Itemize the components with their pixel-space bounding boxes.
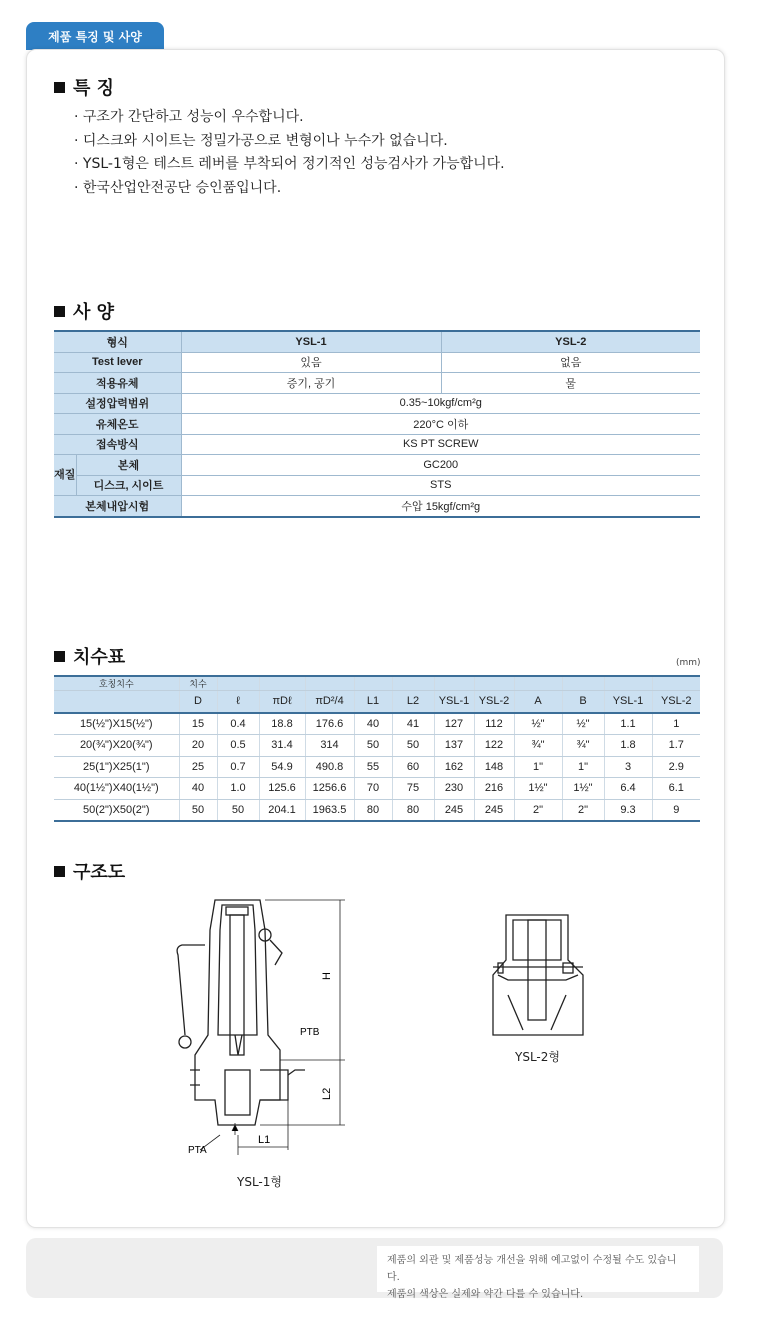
- table-row: [54, 735, 700, 757]
- feature-item: · YSL-1형은 테스트 레버를 부착되어 정기적인 성능검사가 가능합니다.: [74, 153, 505, 177]
- spec-material-label: 재질: [54, 455, 76, 496]
- header-cell: [392, 676, 434, 691]
- table-cell: 3: [604, 756, 652, 778]
- table-cell: 245: [474, 799, 514, 821]
- table-cell: 204.1: [259, 799, 305, 821]
- table-cell: 0.7: [217, 756, 259, 778]
- table-cell: 1½": [514, 778, 562, 800]
- table-cell: 50: [179, 799, 217, 821]
- spec-label: 본체내압시험: [54, 496, 181, 517]
- table-cell: 216: [474, 778, 514, 800]
- column-group-header: 치수: [179, 676, 217, 691]
- table-cell: 50: [217, 799, 259, 821]
- table-cell: 80: [354, 799, 392, 821]
- table-row: [54, 778, 700, 800]
- spec-header-ysl2: YSL-2: [441, 331, 700, 352]
- footer-note-line: 제품의 외관 및 제품성능 개선을 위해 예고없이 수정될 수도 있습니다.: [387, 1255, 677, 1283]
- dimensions-table: [54, 675, 700, 822]
- table-cell: 245: [434, 799, 474, 821]
- unit-label: (mm): [676, 658, 701, 668]
- table-row: [54, 713, 700, 735]
- spec-label: 적용유체: [54, 373, 181, 394]
- table-header-row: [54, 691, 700, 713]
- structure-heading: [54, 858, 125, 884]
- spec-header-ysl1: YSL-1: [181, 331, 441, 352]
- table-cell: 1½": [562, 778, 604, 800]
- table-cell: 314: [305, 735, 354, 757]
- footer-note: [377, 1246, 699, 1300]
- table-cell: 1963.5: [305, 799, 354, 821]
- dim-label-h: H: [321, 972, 333, 980]
- column-header: A: [514, 691, 562, 713]
- dimensions-title: 치수표: [73, 647, 126, 668]
- spec-label: 유체온도: [54, 414, 181, 435]
- table-cell: 127: [434, 713, 474, 735]
- header-cell: [604, 676, 652, 691]
- table-cell: 60: [392, 756, 434, 778]
- table-row: [54, 331, 700, 352]
- tab-product-features[interactable]: 제품 특징 및 사양: [26, 22, 164, 50]
- square-bullet-icon: [54, 82, 65, 93]
- table-cell: ½": [514, 713, 562, 735]
- dim-label-l1: L1: [258, 1134, 271, 1146]
- table-row: [54, 756, 700, 778]
- feature-item: · 구조가 간단하고 성능이 우수합니다.: [74, 106, 505, 130]
- table-cell: 1": [562, 756, 604, 778]
- dim-label-l2: L2: [321, 1087, 333, 1100]
- header-cell: [354, 676, 392, 691]
- column-header: B: [562, 691, 604, 713]
- square-bullet-icon: [54, 306, 65, 317]
- square-bullet-icon: [54, 651, 65, 662]
- table-cell: 112: [474, 713, 514, 735]
- table-cell: ¾": [514, 735, 562, 757]
- nominal-size-cell: 50(2")X50(2"): [54, 799, 179, 821]
- column-header: YSL-1: [604, 691, 652, 713]
- ysl2-label: YSL-2형: [515, 1050, 560, 1064]
- table-cell: 31.4: [259, 735, 305, 757]
- footer-note-line: 제품의 색상은 실제와 약간 다를 수 있습니다.: [387, 1289, 584, 1300]
- table-header-row: [54, 676, 700, 691]
- table-cell: 1256.6: [305, 778, 354, 800]
- table-cell: 2": [514, 799, 562, 821]
- table-cell: 148: [474, 756, 514, 778]
- table-row: [54, 414, 700, 435]
- spec-label: 설정압력범위: [54, 393, 181, 414]
- table-cell: 125.6: [259, 778, 305, 800]
- table-cell: 1.1: [604, 713, 652, 735]
- table-row: [54, 373, 700, 394]
- structure-title: 구조도: [73, 862, 126, 883]
- table-cell: 6.1: [652, 778, 700, 800]
- table-cell: 162: [434, 756, 474, 778]
- table-row: [54, 352, 700, 373]
- feature-item: · 한국산업안전공단 승인품입니다.: [74, 177, 505, 201]
- spec-value: 물: [441, 373, 700, 394]
- table-cell: 25: [179, 756, 217, 778]
- table-cell: 490.8: [305, 756, 354, 778]
- dim-label-ptb: PTB: [300, 1027, 320, 1038]
- header-cell: [652, 676, 700, 691]
- table-cell: 70: [354, 778, 392, 800]
- table-cell: 41: [392, 713, 434, 735]
- spec-heading: [54, 298, 114, 324]
- spec-label: 본체: [76, 455, 181, 476]
- header-cell: [474, 676, 514, 691]
- table-cell: 6.4: [604, 778, 652, 800]
- column-header: πD²/4: [305, 691, 354, 713]
- ysl2-diagram: [488, 905, 608, 1040]
- spec-label: 디스크, 시이트: [76, 475, 181, 496]
- spec-value: 증기, 공기: [181, 373, 441, 394]
- header-cell: [217, 676, 259, 691]
- features-title: 특 징: [73, 78, 115, 99]
- table-cell: 20: [179, 735, 217, 757]
- table-cell: 122: [474, 735, 514, 757]
- spec-value: 수압 15kgf/cm²g: [181, 496, 700, 517]
- spec-value: 220°C 이하: [181, 414, 700, 435]
- spec-value: GC200: [181, 455, 700, 476]
- ysl1-diagram: [160, 885, 360, 1160]
- table-cell: 50: [392, 735, 434, 757]
- table-row: [54, 496, 700, 517]
- table-cell: 1": [514, 756, 562, 778]
- column-header: YSL-1: [434, 691, 474, 713]
- dimensions-body: [54, 713, 700, 822]
- table-cell: 1.0: [217, 778, 259, 800]
- features-list: [74, 106, 505, 200]
- column-header: ℓ: [217, 691, 259, 713]
- table-row: [54, 455, 700, 476]
- nominal-size-cell: 15(½")X15(½"): [54, 713, 179, 735]
- table-cell: 18.8: [259, 713, 305, 735]
- feature-item: · 디스크와 시이트는 정밀가공으로 변형이나 누수가 없습니다.: [74, 130, 505, 154]
- content-card: [26, 49, 725, 1228]
- table-cell: 55: [354, 756, 392, 778]
- spec-value: 0.35~10kgf/cm²g: [181, 393, 700, 414]
- table-row: [54, 393, 700, 414]
- table-cell: 230: [434, 778, 474, 800]
- table-cell: 2.9: [652, 756, 700, 778]
- header-cell: [514, 676, 562, 691]
- column-header: L1: [354, 691, 392, 713]
- header-cell: [54, 691, 179, 713]
- table-cell: 40: [354, 713, 392, 735]
- table-cell: 1: [652, 713, 700, 735]
- column-header: YSL-2: [652, 691, 700, 713]
- header-cell: [562, 676, 604, 691]
- table-cell: 0.4: [217, 713, 259, 735]
- header-cell: [305, 676, 354, 691]
- table-cell: 50: [354, 735, 392, 757]
- column-group-header: 호칭치수: [54, 676, 179, 691]
- spec-value: 있음: [181, 352, 441, 373]
- table-cell: 15: [179, 713, 217, 735]
- spec-label: 형식: [54, 331, 181, 352]
- header-cell: [259, 676, 305, 691]
- nominal-size-cell: 40(1½")X40(1½"): [54, 778, 179, 800]
- table-cell: 9.3: [604, 799, 652, 821]
- spec-value: STS: [181, 475, 700, 496]
- table-cell: 40: [179, 778, 217, 800]
- table-row: [54, 434, 700, 455]
- table-cell: 80: [392, 799, 434, 821]
- table-cell: 54.9: [259, 756, 305, 778]
- column-header: L2: [392, 691, 434, 713]
- table-cell: 1.8: [604, 735, 652, 757]
- ysl1-label: YSL-1형: [237, 1175, 282, 1189]
- table-cell: 176.6: [305, 713, 354, 735]
- spec-title: 사 양: [73, 302, 115, 323]
- features-heading: [54, 74, 114, 100]
- column-header: πDℓ: [259, 691, 305, 713]
- table-cell: 75: [392, 778, 434, 800]
- spec-label: Test lever: [54, 352, 181, 373]
- spec-label: 접속방식: [54, 434, 181, 455]
- table-cell: 1.7: [652, 735, 700, 757]
- dim-label-pta: PTA: [188, 1145, 207, 1156]
- table-cell: ¾": [562, 735, 604, 757]
- table-row: [54, 475, 700, 496]
- spec-value: 없음: [441, 352, 700, 373]
- spec-value: KS PT SCREW: [181, 434, 700, 455]
- table-cell: 2": [562, 799, 604, 821]
- column-header: YSL-2: [474, 691, 514, 713]
- table-cell: ½": [562, 713, 604, 735]
- table-cell: 0.5: [217, 735, 259, 757]
- column-header: D: [179, 691, 217, 713]
- nominal-size-cell: 25(1")X25(1"): [54, 756, 179, 778]
- table-cell: 9: [652, 799, 700, 821]
- spec-table: [54, 330, 700, 518]
- table-row: [54, 799, 700, 821]
- dimensions-heading: [54, 643, 125, 669]
- square-bullet-icon: [54, 866, 65, 877]
- nominal-size-cell: 20(¾")X20(¾"): [54, 735, 179, 757]
- table-cell: 137: [434, 735, 474, 757]
- header-cell: [434, 676, 474, 691]
